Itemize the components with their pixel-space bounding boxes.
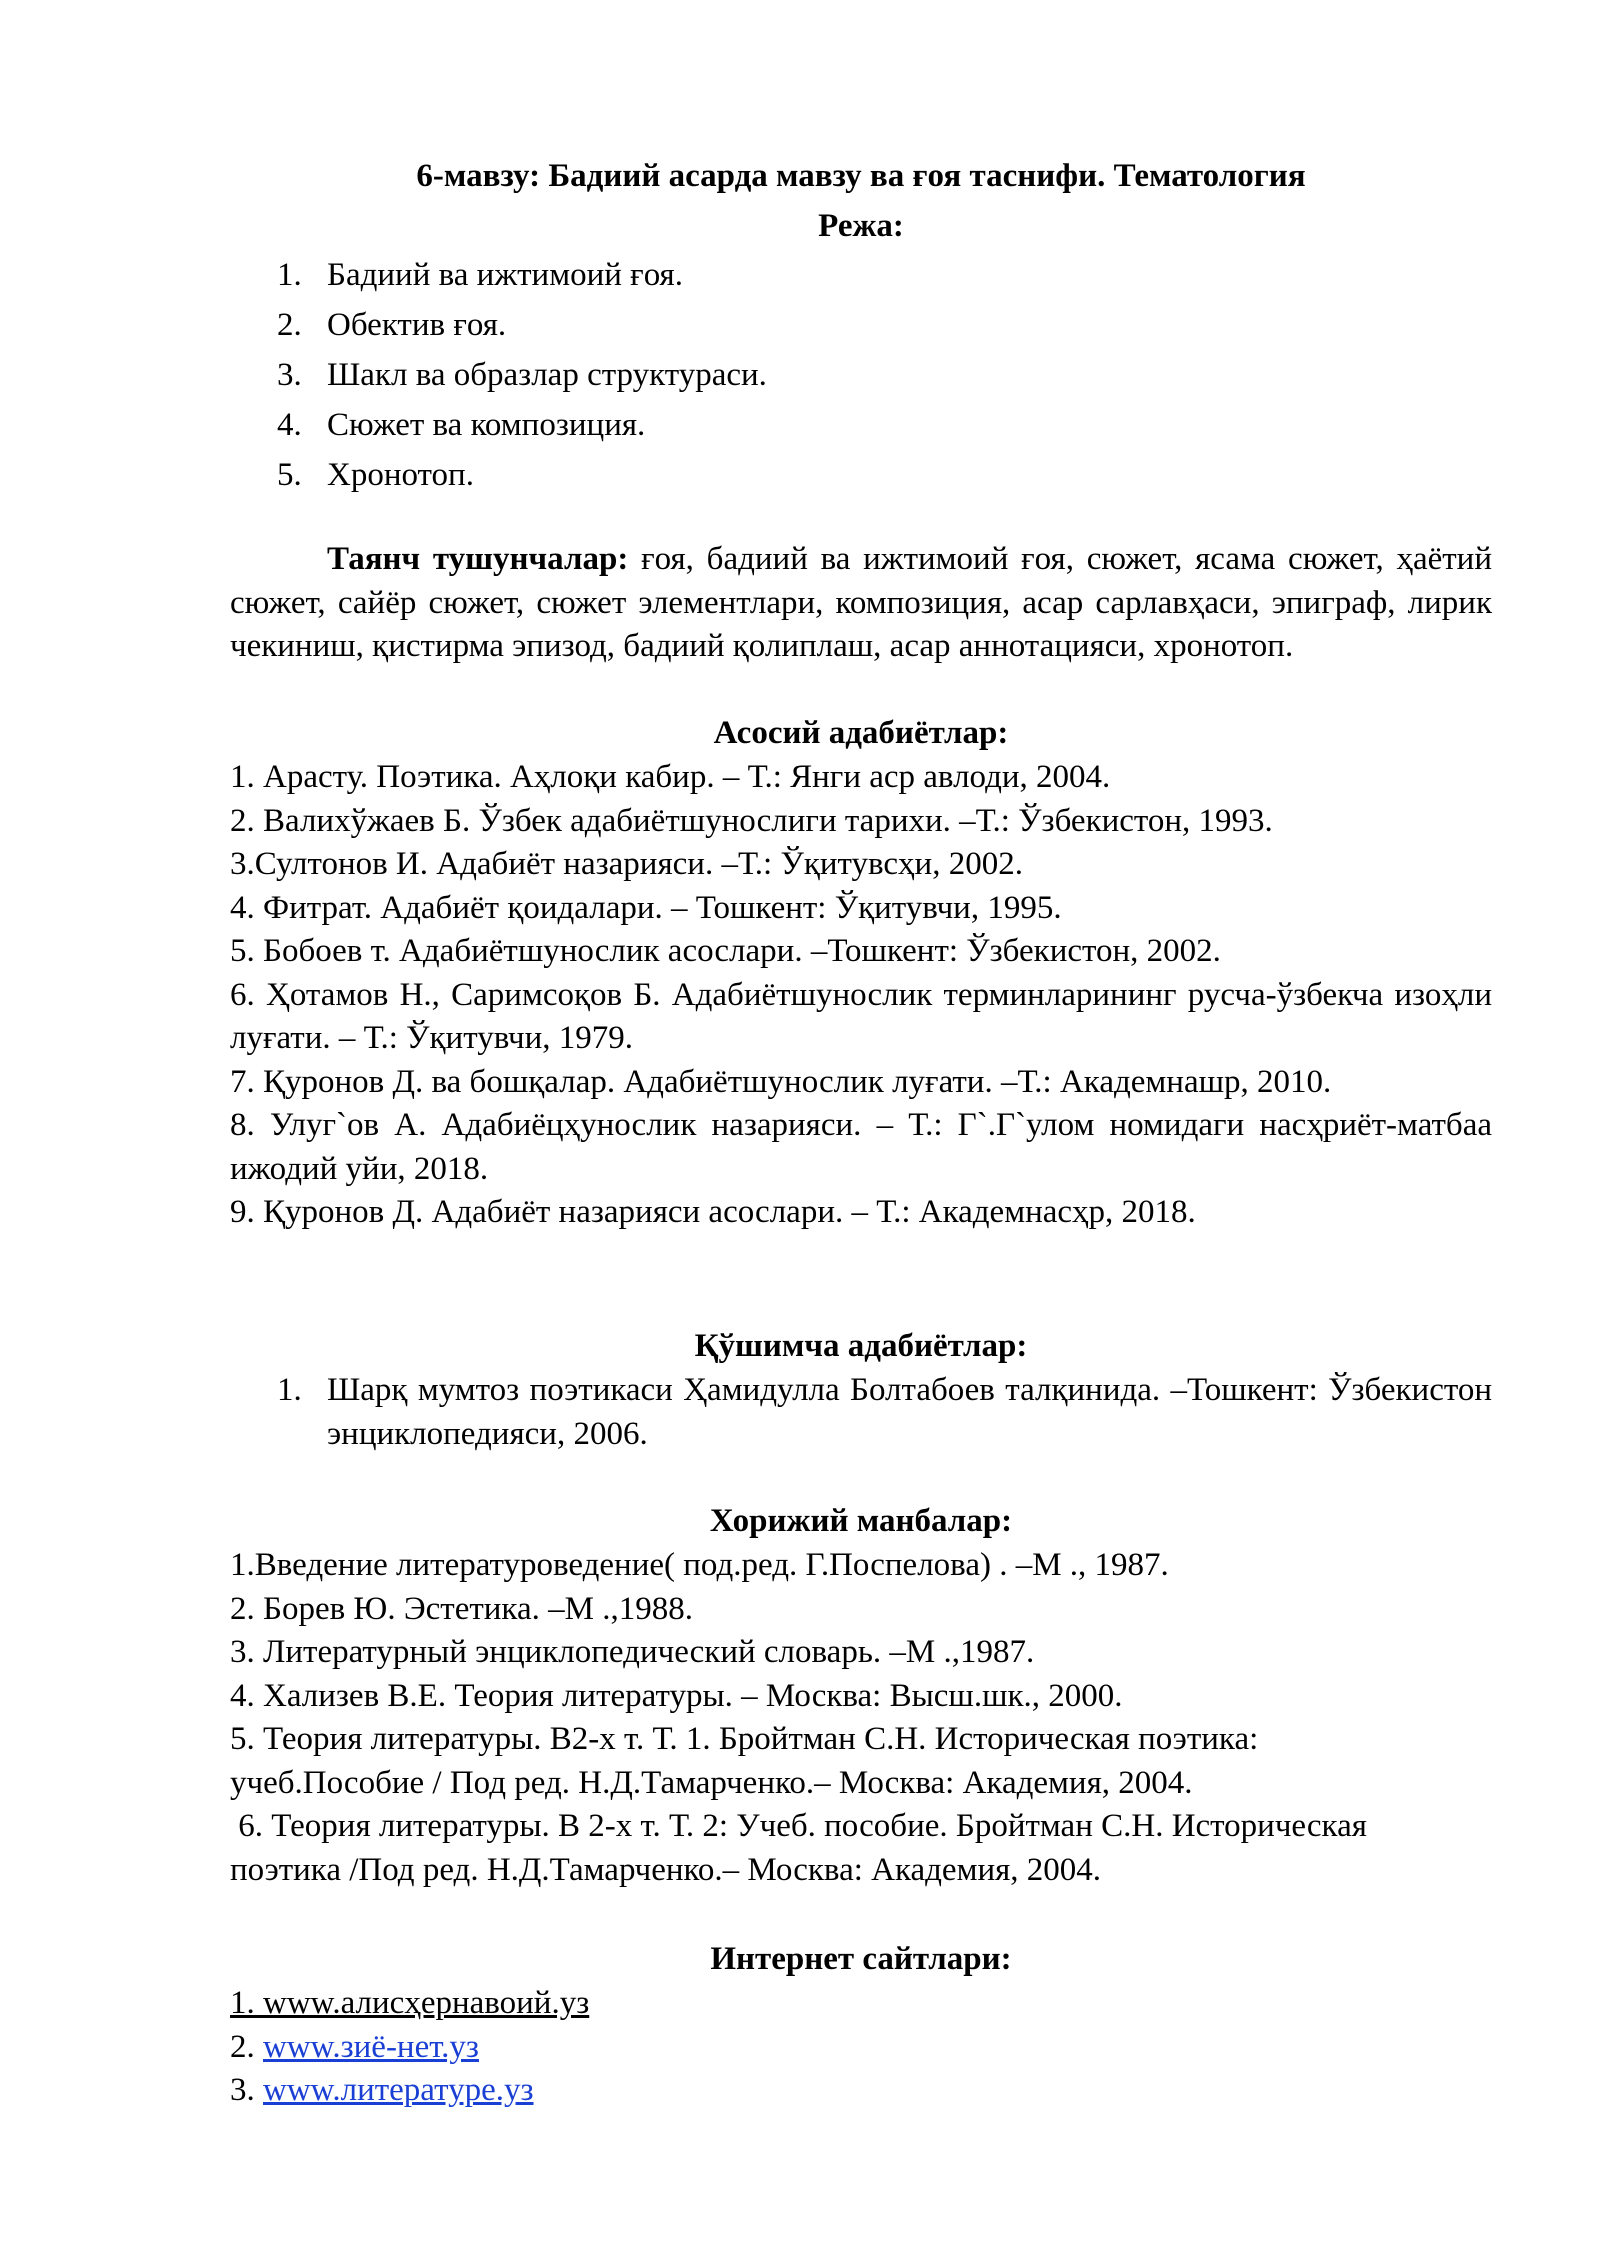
list-item-text: Сюжет ва композиция. xyxy=(327,407,646,443)
list-item xyxy=(230,400,1492,450)
foreign-sources-heading: Хорижий манбалар: xyxy=(709,1503,1013,1539)
list-item: 5. Теория литературы. В2-х т. Т. 1. Бройтман С.Н. Историческая поэтика: учеб.Пособие / Под ред. Н.Д.Тамарченко.– Москва: Академия, 2004. xyxy=(230,1721,1259,1801)
list-item-number: 3. xyxy=(277,357,302,393)
list-item: 1.Введение литературоведение( под.ред. Г.Поспелова) . –М ., 1987. xyxy=(230,1547,1169,1583)
list-item: 4. Фитрат. Адабиёт қоидалари. – Тошкент: Ўқитувчи, 1995. xyxy=(230,889,1062,926)
site-number: 2. xyxy=(230,2028,263,2065)
list-item: 5. Бобоев т. Адабиётшунослик асослари. –Тошкент: Ўзбекистон, 2002. xyxy=(230,933,1221,969)
list-item xyxy=(230,2026,1492,2070)
list-item xyxy=(230,250,1492,300)
main-literature-list xyxy=(230,756,1492,1235)
list-item-text: Шакл ва образлар структураси. xyxy=(327,357,767,393)
list-item xyxy=(230,350,1492,400)
site-number: 3. xyxy=(230,2072,263,2108)
list-item: 3. Литературный энциклопедический словарь. –М .,1987. xyxy=(230,1634,1035,1670)
list-item: 8. Улуг`ов А. Адабиёцҳунослик назарияси. – Т.: Г`.Г`улом номидаги насҳриёт-матбаа ижодий уйи, 2018. xyxy=(230,1107,1492,1187)
additional-literature-heading: Қўшимча адабиётлар: xyxy=(694,1328,1028,1364)
list-item xyxy=(230,2069,1492,2113)
list-item xyxy=(230,1982,1492,2026)
list-item-text: Бадиий ва ижтимоий ғоя. xyxy=(327,257,683,293)
plan-heading: Режа: xyxy=(818,208,904,244)
list-item-text: Обектив ғоя. xyxy=(327,307,507,343)
list-item: 3.Султонов И. Адабиёт назарияси. –Т.: Ўқитувсҳи, 2002. xyxy=(230,846,1023,882)
list-item: 6. Ҳотамов Н., Саримсоқов Б. Адабиётшунослик терминларининг русча-ўзбекча изоҳли луғати. – Т.: Ўқитувчи, 1979. xyxy=(230,976,1492,1056)
list-item: 2. Борев Ю. Эстетика. –М .,1988. xyxy=(230,1590,693,1627)
list-item-text: Шарқ мумтоз поэтикаси Ҳамидулла Болтабоев талқинида. –Тошкент: Ўзбекистон энциклопедияси, 2006. xyxy=(327,1372,1492,1452)
foreign-sources-list xyxy=(230,1544,1492,1892)
site-link[interactable]: www.алисҳернавоий.уз xyxy=(263,1985,590,2021)
page-title: 6-мавзу: Бадиий асарда мавзу ва ғоя таснифи. Тематология xyxy=(416,158,1306,194)
site-link[interactable]: www.зиё-нет.уз xyxy=(263,2028,479,2065)
main-literature-heading: Асосий адабиётлар: xyxy=(713,715,1009,751)
site-number: 1. xyxy=(230,1985,263,2021)
key-concepts-text: ғоя, бадиий ва ижтимоий ғоя, сюжет, ясама сюжет, ҳаётий сюжет, сайёр сюжет, сюжет элементлари, композиция, асар сарлавҳаси, эпиграф, лирик чекиниш, қистирма эпизод, бадиий қолиплаш, асар аннотацияси, хронотоп. xyxy=(230,541,1493,664)
list-item xyxy=(230,1369,1492,1456)
list-item: 2. Валихўжаев Б. Ўзбек адабиётшунослиги тарихи. –Т.: Ўзбекистон, 1993. xyxy=(230,802,1273,839)
list-item: 7. Қуронов Д. ва бошқалар. Адабиётшунослик луғати. –Т.: Академнашр, 2010. xyxy=(230,1063,1332,1100)
list-item xyxy=(230,300,1492,350)
list-item: 1. Арасту. Поэтика. Аҳлоқи кабир. – Т.: Янги аср авлоди, 2004. xyxy=(230,759,1111,795)
key-concepts-paragraph xyxy=(230,538,1492,669)
list-item: 9. Қуронов Д. Адабиёт назарияси асослари. – Т.: Академнасҳр, 2018. xyxy=(230,1194,1196,1230)
internet-sites-heading: Интернет сайтлари: xyxy=(710,1941,1012,1977)
site-link[interactable]: www.литературе.уз xyxy=(263,2072,534,2108)
list-item: 4. Хализев В.Е. Теория литературы. – Москва: Высш.шк., 2000. xyxy=(230,1677,1123,1714)
list-item-text: Хронотоп. xyxy=(327,457,474,493)
key-concepts-label: Таянч тушунчалар: xyxy=(327,541,629,577)
additional-literature-list xyxy=(230,1369,1492,1456)
plan-list xyxy=(230,250,1492,500)
list-item-number: 5. xyxy=(277,457,302,493)
list-item-number: 1. xyxy=(277,257,302,293)
internet-sites-list xyxy=(230,1982,1492,2113)
list-item-number: 1. xyxy=(277,1372,302,1408)
list-item: 6. Теория литературы. В 2-х т. Т. 2: Учеб. пособие. Бройтман С.Н. Историческая поэтика /Под ред. Н.Д.Тамарченко.– Москва: Академия, 2004. xyxy=(230,1808,1376,1888)
list-item xyxy=(230,450,1492,500)
list-item-number: 4. xyxy=(277,407,302,443)
list-item-number: 2. xyxy=(277,307,302,343)
